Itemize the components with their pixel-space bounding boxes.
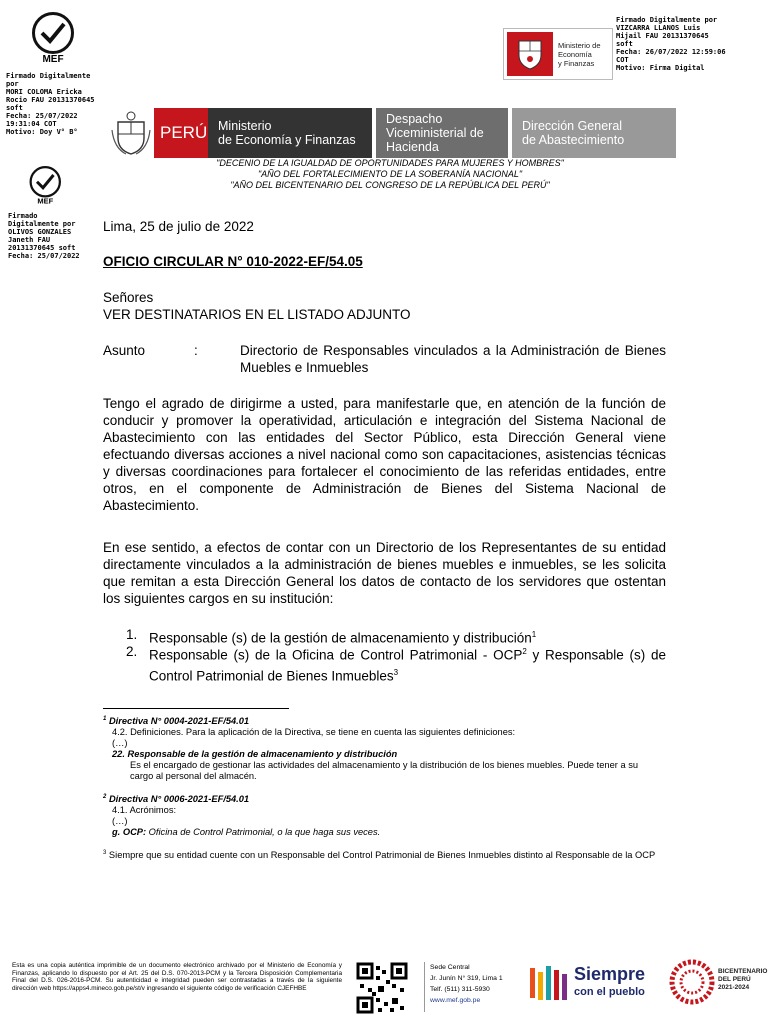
footnote-text: Siempre que su entidad cuente con un Responsable del Control Patrimonial de Bienes Inmuebles distinto al Responsable de la OCP <box>106 850 656 861</box>
authenticity-note: Esta es una copia auténtica imprimible de un documento electrónico archivado por el Ministerio de Economía y Finanzas, aplicando lo dispuesto por el Art. 25 del D.S. 070-2013-PCM y la Tercera Disposición Complementaria Final del D.S. 026-2016-PCM. Su autenticidad e integridad pueden ser contrastadas a través de la siguiente dirección web https://apps4.mineco.gob.pe/st/v ingresando el siguiente código de verificación CJEFHBE <box>12 962 342 992</box>
footnote-ellipsis: (…) <box>112 738 128 749</box>
footnote-divider <box>103 708 289 709</box>
sig-line: Digitalmente por <box>8 220 76 228</box>
header-direccion-line: de Abastecimiento <box>522 133 625 147</box>
oficio-number: OFICIO CIRCULAR N° 010-2022-EF/54.05 <box>103 254 363 269</box>
footer-divider <box>424 962 425 1012</box>
con-el-pueblo-text: con el pueblo <box>574 986 645 998</box>
footnote-item-label: g. OCP: <box>112 827 147 838</box>
check-badge-icon <box>32 12 74 54</box>
header-peru-box <box>154 108 208 158</box>
ministry-logo-line: Economía <box>558 49 592 59</box>
sede-central <box>430 962 526 1006</box>
sig-line: Rocio FAU 20131370645 <box>6 96 95 104</box>
header-peru-label: PERÚ <box>160 123 208 142</box>
siempre-text: Siempre <box>574 964 646 984</box>
footnote-ref[interactable]: 3 <box>393 667 399 677</box>
sig-line: Motivo: Firma Digital <box>616 64 705 72</box>
footnote-item-text: Oficina de Control Patrimonial, o la que haga sus veces. <box>146 827 381 838</box>
peru-coat-of-arms-icon <box>110 110 152 156</box>
header-direccion-line: Dirección General <box>522 119 623 133</box>
sig-line: OLIVOS GONZALES <box>8 228 72 236</box>
signature-block-right-top <box>616 16 764 72</box>
ministry-logo-line: Ministerio de <box>558 40 601 50</box>
check-badge-icon <box>30 166 62 198</box>
decenio-heading <box>110 158 670 191</box>
ministry-logo-box <box>503 28 613 80</box>
salutation: Señores <box>103 290 154 305</box>
pueblo-figures-icon <box>528 964 572 1004</box>
sig-line: VIZCARRA LLANOS Luis <box>616 24 701 32</box>
sig-line: Fecha: 25/07/2022 <box>6 112 78 120</box>
footnote-item-text: Es el encargado de gestionar las actividades del almacenamiento y la distribución de los bienes muebles. Puede tener a su cargo al personal del almacén. <box>130 760 639 782</box>
sig-line: Motivo: Doy V° B° <box>6 128 78 136</box>
mef-stamp-label: MEF <box>42 54 64 65</box>
header-ministerio-box <box>208 108 372 158</box>
footnote-item-title: 22. Responsable de la gestión de almacenamiento y distribución <box>112 749 398 760</box>
list-text: Responsable (s) de la Oficina de Control Patrimonial - OCP <box>149 647 523 663</box>
header-ministerio-line: Ministerio <box>218 119 272 133</box>
footnote-ref[interactable]: 2 <box>522 647 527 656</box>
bicentenario-line: BICENTENARIO <box>718 968 768 975</box>
sig-line: COT <box>616 56 629 64</box>
decenio-line: "AÑO DEL BICENTENARIO DEL CONGRESO DE LA REPÚBLICA DEL PERÚ" <box>230 180 550 190</box>
sig-line: soft <box>616 40 633 48</box>
header-despacho-box <box>376 108 508 158</box>
ministry-logo-line: y Finanzas <box>558 58 595 68</box>
asunto-text: Directorio de Responsables vinculados a la Administración de Bienes Muebles e Inmuebles <box>240 343 666 375</box>
qr-code-icon[interactable] <box>356 962 408 1014</box>
sig-line: soft <box>6 104 23 112</box>
sig-line: Mijail FAU 20131370645 <box>616 32 709 40</box>
bicentenario-logo <box>668 956 768 1012</box>
list-number: 2. <box>126 644 138 659</box>
sede-web-link[interactable]: www.mef.gob.pe <box>430 997 481 1004</box>
header-direccion-box <box>512 108 676 158</box>
sig-line: 19:31:04 COT <box>6 120 57 128</box>
footnote-marker: 2 <box>103 794 107 800</box>
list-item <box>126 643 666 684</box>
mef-stamp-logo-1 <box>30 12 76 65</box>
paragraph-2: En ese sentido, a efectos de contar con un Directorio de los Representantes de su entidad directamente vinculados a la administración de bienes muebles e inmuebles, se les solicita que remitan a esta Dirección General los datos de contacto de los servidores que ostentan los siguientes cargos en su institución: <box>103 540 666 606</box>
bicentenario-line: DEL PERÚ <box>718 976 751 983</box>
sig-line: Fecha: 25/07/2022 <box>8 252 80 260</box>
coat-of-arms-icon <box>507 32 553 76</box>
sig-line: Firmado Digitalmente por <box>616 16 718 24</box>
sig-line: Fecha: 26/07/2022 12:59:06 <box>616 48 726 56</box>
sig-line: Janeth FAU <box>8 236 51 244</box>
footnote-title: Directiva N° 0006-2021-EF/54.01 <box>108 794 250 805</box>
sig-line: 20131370645 soft <box>8 244 76 252</box>
asunto-label: Asunto <box>103 343 146 358</box>
sig-line: Firmado <box>8 212 38 220</box>
siempre-con-el-pueblo-logo <box>528 960 656 1010</box>
asunto-colon: : <box>194 343 198 358</box>
list-number: 1. <box>126 627 138 642</box>
list-text: Responsable (s) de la gestión de almacenamiento y distribución <box>149 630 532 646</box>
footnote-marker: 3 <box>103 850 107 856</box>
letter-date: Lima, 25 de julio de 2022 <box>103 219 254 234</box>
header-despacho-line: Viceministerial de <box>386 126 484 140</box>
header-despacho-line: Despacho <box>386 112 443 126</box>
bicentenario-line: 2021-2024 <box>718 984 750 991</box>
footnote-2 <box>103 792 666 838</box>
footnote-1 <box>103 714 666 782</box>
decenio-line: "DECENIO DE LA IGUALDAD DE OPORTUNIDADES PARA MUJERES Y HOMBRES" <box>216 158 564 168</box>
signature-block-left-top <box>6 72 106 136</box>
recipients: VER DESTINATARIOS EN EL LISTADO ADJUNTO <box>103 307 411 322</box>
mef-stamp-label: MEF <box>37 197 54 206</box>
footnote-line: 4.2. Definiciones. Para la aplicación de la Directiva, se tiene en cuenta las siguientes definiciones: <box>112 727 516 738</box>
sede-title: Sede Central <box>430 964 470 971</box>
footnote-marker: 1 <box>103 716 107 722</box>
bicentenario-emblem-icon <box>668 956 716 1008</box>
decenio-line: "AÑO DEL FORTALECIMIENTO DE LA SOBERANÍA NACIONAL" <box>257 169 523 179</box>
sig-line: Firmado Digitalmente por <box>6 72 91 88</box>
mef-stamp-logo-2 <box>28 166 63 206</box>
signature-block-left-second <box>8 212 98 260</box>
footnote-ellipsis: (…) <box>112 816 128 827</box>
paragraph-1: Tengo el agrado de dirigirme a usted, para manifestarle que, en atención de la función de conducir y promover la operatividad, articulación e integración del Sistema Nacional de Abastecimiento con las entidades del Sector Público, esta Dirección General viene efectuando diversas acciones a nivel nacional como son capacitaciones, asistencias técnicas y diversas coordinaciones para fortalecer el conocimiento de las referidas entidades, entre otros, en el componente de Administración de Bienes del Sistema Nacional de Abastecimiento. <box>103 396 666 513</box>
list-text: y Responsable (s) de Control Patrimonial de Bienes Inmuebles <box>149 647 666 683</box>
header-ministerio-line: de Economía y Finanzas <box>218 133 356 147</box>
sede-address: Jr. Junín N° 319, Lima 1 <box>430 975 503 982</box>
footnote-3 <box>103 848 666 861</box>
footnote-title: Directiva N° 0004-2021-EF/54.01 <box>108 716 250 727</box>
footnote-ref[interactable]: 1 <box>531 630 537 639</box>
sig-line: MORI COLOMA Ericka <box>6 88 82 96</box>
header-despacho-line: Hacienda <box>386 140 439 154</box>
footnote-line: 4.1. Acrónimos: <box>112 805 177 816</box>
sede-phone: Telf. (511) 311-5930 <box>430 986 490 993</box>
